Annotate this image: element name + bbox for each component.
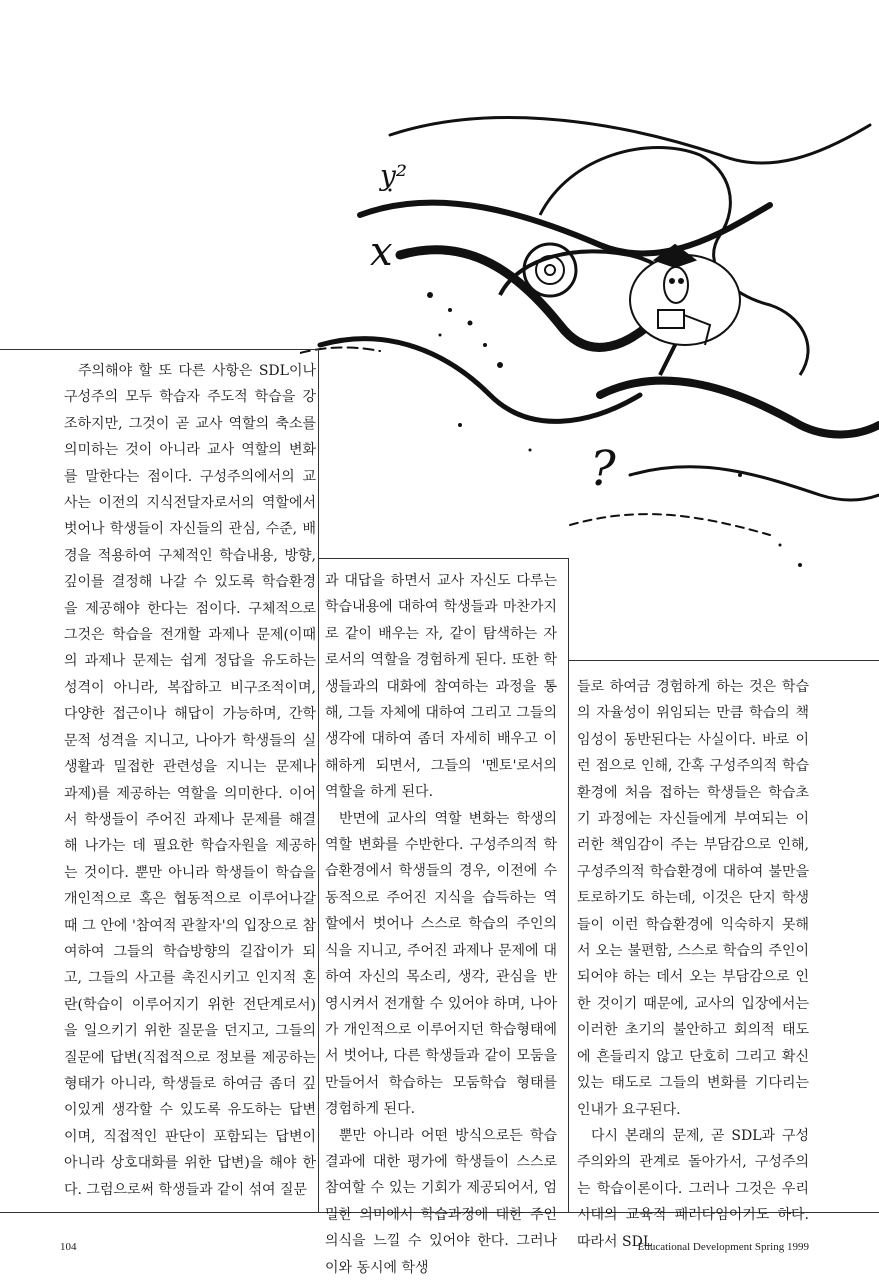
top-rule-right <box>568 660 879 661</box>
top-rule-middle <box>318 558 568 559</box>
illustration-label-y2: y² <box>380 159 408 192</box>
paragraph: 과 대답을 하면서 교사 자신도 다루는 학습내용에 대하여 학생들과 마찬가지로 같이 배우는 자, 같이 탐색하는 자로서의 역할을 경험하게 된다. 또한 학생들과의 대화에 참여하는 과정을 통해, 그들 자체에 대하여 그리고 그들의 생각에 대하여 좀더 자세히 배우고 이해하게 되면서, 그들의 '멘토'로서의 역할을 하게 된다. <box>325 573 557 801</box>
illustration <box>300 95 879 595</box>
top-rule-left <box>0 349 318 350</box>
text-column-2 <box>325 568 557 1281</box>
paragraph: 뿐만 아니라 어떤 방식으로든 학습결과에 대한 평가에 학생들이 스스로 참여할 수 있는 기회가 제공되어서, 엄밀한 의미에서 학습과정에 대한 주인의식을 느낄 수 있어야 한다. 그러나 이와 동시에 학생 <box>325 1127 557 1276</box>
paragraph: 다시 본래의 문제, 곧 SDL과 구성주의와의 관계로 돌아가서, 구성주의는 학습이론이다. 그러나 그것은 우리시대의 교육적 패러다임이기도 하다. 따라서 SDL <box>577 1127 809 1250</box>
journal-title: Educational Development Spring 1999 <box>637 1241 809 1253</box>
scroll-shape <box>500 148 808 376</box>
paragraph: 들로 하여금 경험하게 하는 것은 학습의 자율성이 위임되는 만큼 학습의 책임성이 동반된다는 사실이다. 바로 이런 점으로 인해, 간혹 구성주의적 학습환경에 처음 접하는 학생들은 학습초기 과정에는 자신들에게 부여되는 이러한 책임감이 주는 부담감으로 인해, 구성주의적 학습환경에 대하여 불만을 토로하기도 하는데, 이것은 단지 학생들이 이런 학습환경에 익숙하지 못해서 오는 불편함, 스스로 학습의 주인이 되어야 하는 데서 오는 부담감으로 인한 것이기 때문에, 교사의 입장에서는 이러한 초기의 불안하고 회의적 태도에 흔들리지 않고 단호히 그리고 확신 있는 태도로 그들의 변화를 기다리는 인내가 요구된다. <box>577 679 809 1118</box>
paragraph: 반면에 교사의 역할 변화는 학생의 역할 변화를 수반한다. 구성주의적 학습환경에서 학생들의 경우, 이전에 수동적으로 주어진 지식을 습득하는 역할에서 벗어나 스스로 학습의 주인의식을 지니고, 주어진 과제나 문제에 대하여 자신의 목소리, 생각, 관심을 반영시켜서 전개할 수 있어야 하며, 나아가 개인적으로 이루어지던 학습형태에서 벗어나, 다른 학생들과 같이 모둠을 만들어서 학습하는 모둠학습 형태를 경험하게 된다. <box>325 810 557 1118</box>
illustration-label-x: x <box>370 229 393 275</box>
divider-2 <box>568 558 569 1212</box>
text-column-3 <box>577 674 809 1255</box>
illustration-label-question: ? <box>590 441 616 497</box>
text-column-1 <box>64 358 316 1203</box>
divider-1 <box>318 349 319 1212</box>
page-number: 104 <box>60 1241 77 1253</box>
paragraph: 주의해야 할 또 다른 사항은 SDL이나 구성주의 모두 학습자 주도적 학습을 강조하지만, 그것이 곧 교사 역할의 축소를 의미하는 것이 아니라 교사 역할의 변화를 말한다는 점이다. 구성주의에서의 교사는 이전의 지식전달자로서의 역할에서 벗어나 학생들이 자신들의 관심, 수준, 배경을 적용하여 구체적인 학습내용, 방향, 깊이를 결정해 나갈 수 있도록 학습환경을 제공해야 한다는 점이다. 구체적으로 그것은 학습을 전개할 과제나 문제(이때의 과제나 문제는 쉽게 정답을 유도하는 성격이 아니라, 복잡하고 비구조적이며, 다양한 접근이나 해답이 가능하며, 간학문적 성격을 지니고, 나아가 학생들의 실생활과 밀접한 관련성을 지니는 문제나 과제)를 제공하는 역할을 의미한다. 이어서 학생들이 주어진 과제나 문제를 해결해 나가는 데 필요한 학습자원을 제공하는 것이다. 뿐만 아니라 학생들이 학습을 개인적으로 혹은 협동적으로 이루어나갈 때 그 안에 '참여적 관찰자'의 입장으로 참여하여 그들의 학습방향의 길잡이가 되고, 그들의 사고를 촉진시키고 인지적 혼란(학습이 이루어지기 위한 전단계로서)을 일으키기 위한 질문을 던지고, 그들의 질문에 답변(직접적으로 정보를 제공하는 형태가 아니라, 학생들로 하여금 좀더 깊이있게 생각할 수 있도록 유도하는 답변이며, 직접적인 판단이 포함되는 답변이 아니라 상호대화를 위한 답변)을 해야 한다. 그럼으로써 학생들과 같이 섞여 질문 <box>64 363 316 1198</box>
